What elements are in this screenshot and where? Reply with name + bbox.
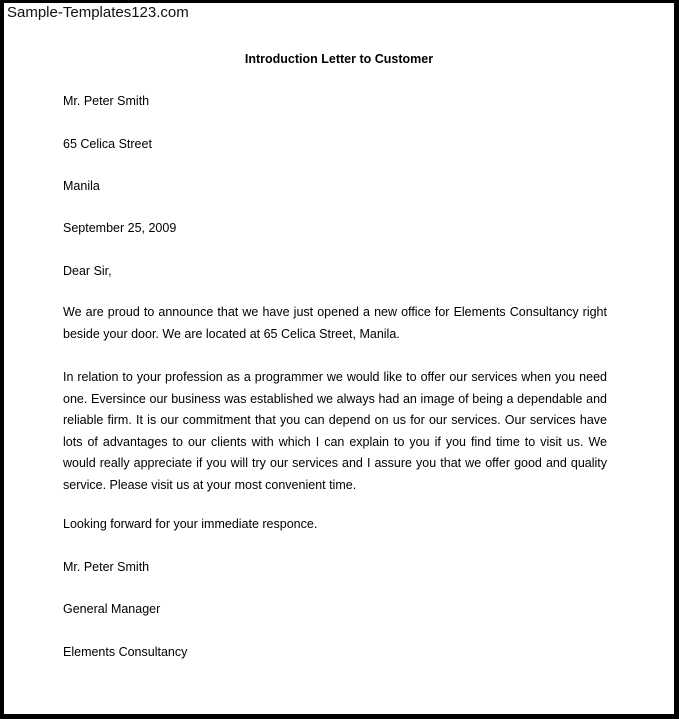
address-street: 65 Celica Street xyxy=(63,137,152,151)
signature-company: Elements Consultancy xyxy=(63,645,188,659)
paragraph-1: We are proud to announce that we have just opened a new office for Elements Consultancy right beside your door. We are located at 65 Celica Street, Manila. xyxy=(63,305,607,341)
document-page xyxy=(4,3,674,714)
paragraph-2: In relation to your profession as a programmer we would like to offer our services when you need one. Eversince our business was established we always had an image of being a dependable and reliable firm. It is our commitment that you can depend on us for our services. Our services have lots of advantages to our clients with which I can explain to you if you find time to visit us. We would really appreciate if you will try our services and I assure you that we offer good and quality service. Please visit us at your most convenient time. xyxy=(63,370,607,492)
watermark: Sample-Templates123.com xyxy=(7,4,189,21)
closing-line: Looking forward for your immediate responce. xyxy=(63,517,318,531)
recipient-name: Mr. Peter Smith xyxy=(63,94,150,108)
salutation: Dear Sir, xyxy=(63,264,112,278)
address-city: Manila xyxy=(63,179,100,193)
signature-title: General Manager xyxy=(63,602,161,616)
letter-date: September 25, 2009 xyxy=(63,221,177,235)
letter-title: Introduction Letter to Customer xyxy=(244,52,434,66)
signature-name: Mr. Peter Smith xyxy=(63,560,150,574)
